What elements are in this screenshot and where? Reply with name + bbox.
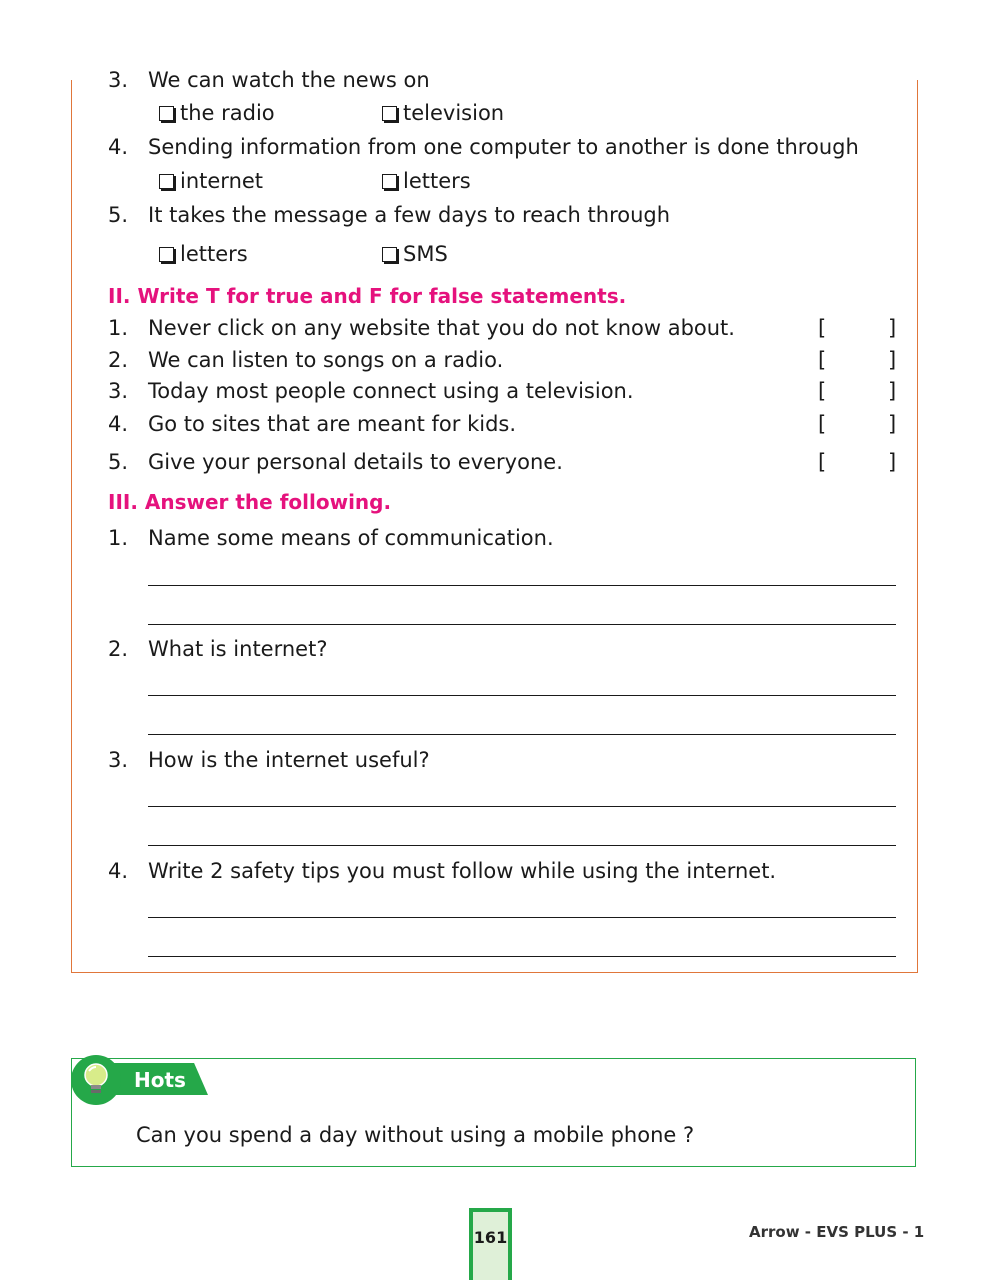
- answer-bracket-open: [: [818, 348, 827, 372]
- page-number: 161: [469, 1208, 512, 1280]
- mcq-option[interactable]: letters: [159, 244, 248, 265]
- checkbox-icon[interactable]: [159, 247, 174, 262]
- answer-bracket-open: [: [818, 412, 827, 436]
- question-number: 1.: [108, 526, 129, 550]
- tf-number: 3.: [108, 379, 129, 403]
- tf-number: 5.: [108, 450, 129, 474]
- checkbox-icon[interactable]: [159, 174, 174, 189]
- mcq-number: 3.: [108, 68, 129, 92]
- answer-bracket-close: ]: [888, 316, 897, 340]
- answer-line[interactable]: [148, 624, 896, 625]
- answer-line[interactable]: [148, 585, 896, 586]
- answer-bracket-close: ]: [888, 348, 897, 372]
- tf-statement: Give your personal details to everyone.: [148, 450, 563, 474]
- answer-line[interactable]: [148, 956, 896, 957]
- answer-bracket-open: [: [818, 379, 827, 403]
- question-number: 3.: [108, 748, 129, 772]
- mcq-option[interactable]: letters: [382, 171, 471, 192]
- answer-line[interactable]: [148, 917, 896, 918]
- checkbox-icon[interactable]: [159, 106, 174, 121]
- question-text: Name some means of communication.: [148, 526, 554, 550]
- question-text: How is the internet useful?: [148, 748, 430, 772]
- mcq-option[interactable]: internet: [159, 171, 263, 192]
- tf-statement: We can listen to songs on a radio.: [148, 348, 504, 372]
- section-heading: II. Write T for true and F for false statements.: [108, 284, 627, 308]
- answer-line[interactable]: [148, 845, 896, 846]
- mcq-number: 4.: [108, 135, 129, 159]
- mcq-option[interactable]: SMS: [382, 244, 448, 265]
- answer-line[interactable]: [148, 734, 896, 735]
- question-text: What is internet?: [148, 637, 328, 661]
- tf-statement: Go to sites that are meant for kids.: [148, 412, 517, 436]
- checkbox-icon[interactable]: [382, 106, 397, 121]
- tf-number: 2.: [108, 348, 129, 372]
- book-title: Arrow - EVS PLUS - 1: [749, 1223, 925, 1241]
- answer-line[interactable]: [148, 695, 896, 696]
- answer-bracket-close: ]: [888, 450, 897, 474]
- hots-label: Hots: [134, 1068, 186, 1092]
- question-number: 4.: [108, 859, 129, 883]
- tf-statement: Never click on any website that you do not know about.: [148, 316, 735, 340]
- answer-bracket-open: [: [818, 450, 827, 474]
- answer-bracket-close: ]: [888, 379, 897, 403]
- question-number: 2.: [108, 637, 129, 661]
- lightbulb-icon: [71, 1055, 121, 1105]
- tf-number: 4.: [108, 412, 129, 436]
- section-heading: III. Answer the following.: [108, 490, 392, 514]
- answer-line[interactable]: [148, 806, 896, 807]
- answer-bracket-open: [: [818, 316, 827, 340]
- tf-statement: Today most people connect using a television.: [148, 379, 634, 403]
- mcq-option[interactable]: the radio: [159, 103, 275, 124]
- mcq-question: Sending information from one computer to another is done through: [148, 135, 859, 159]
- mcq-number: 5.: [108, 203, 129, 227]
- question-text: Write 2 safety tips you must follow while using the internet.: [148, 859, 777, 883]
- mcq-question: It takes the message a few days to reach through: [148, 203, 671, 227]
- checkbox-icon[interactable]: [382, 247, 397, 262]
- mcq-question: We can watch the news on: [148, 68, 430, 92]
- hots-question: Can you spend a day without using a mobile phone ?: [136, 1123, 695, 1147]
- answer-bracket-close: ]: [888, 412, 897, 436]
- checkbox-icon[interactable]: [382, 174, 397, 189]
- mcq-option[interactable]: television: [382, 103, 504, 124]
- tf-number: 1.: [108, 316, 129, 340]
